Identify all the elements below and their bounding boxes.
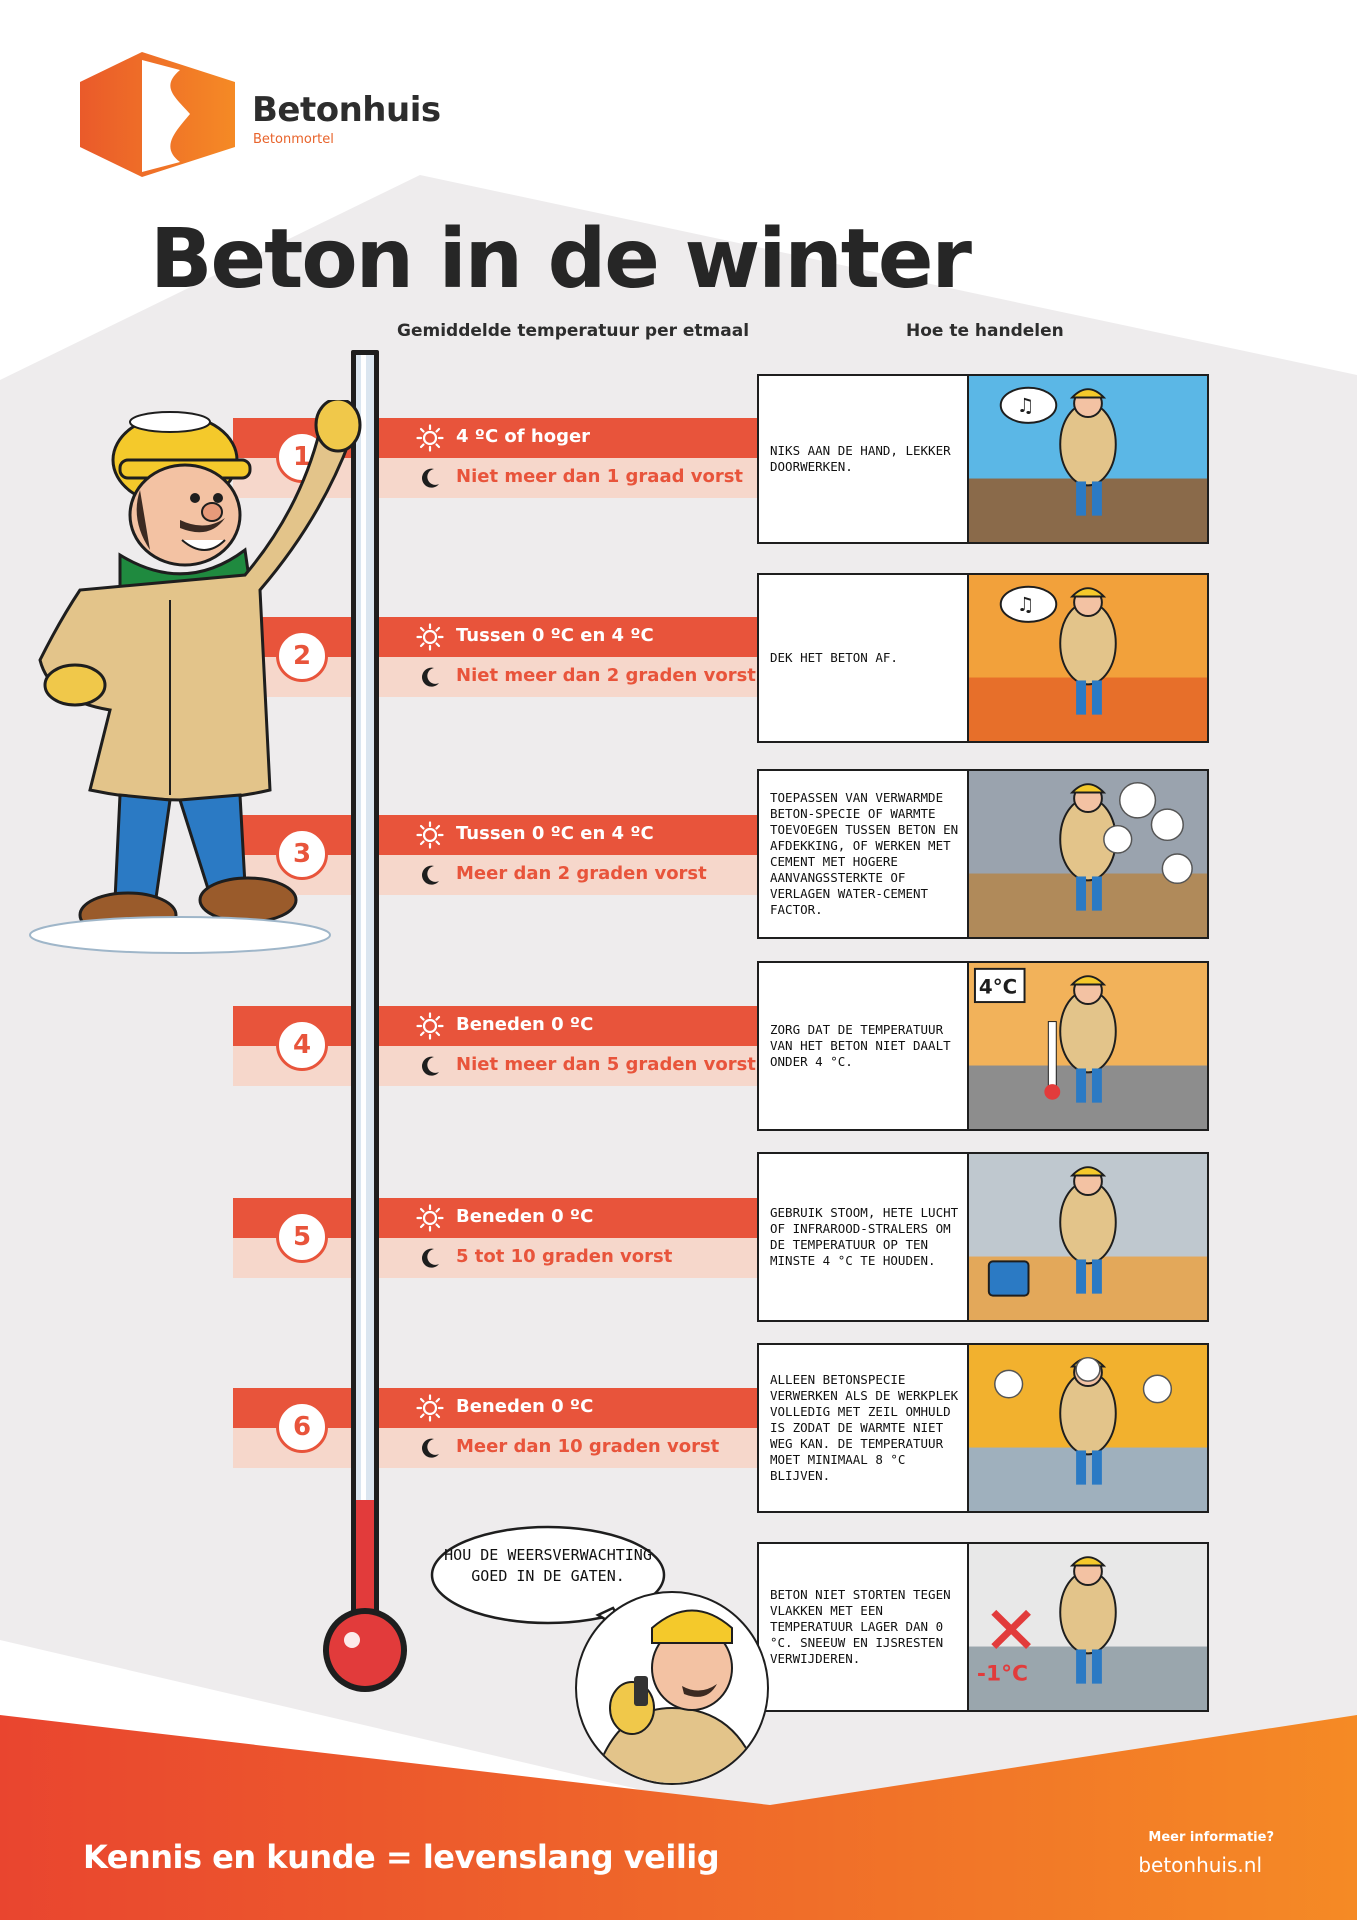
column-heading-action: Hoe te handelen <box>906 321 1064 341</box>
action-text: ZORG DAT DE TEMPERATUUR VAN HET BETON NIET DAALT ONDER 4 °C. <box>770 1022 951 1069</box>
action-panel <box>757 1343 1209 1513</box>
day-temperature: Beneden 0 ºC <box>456 1206 594 1227</box>
svg-text:♫: ♫ <box>1016 593 1035 617</box>
action-text: NIKS AAN DE HAND, LEKKER DOORWERKEN. <box>770 443 951 474</box>
moon-icon <box>418 863 442 887</box>
music-note-icon <box>1001 388 1057 423</box>
moon-icon <box>418 1246 442 1270</box>
speech-bubble-text: HOU DE WEERSVERWACHTING GOED IN DE GATEN. <box>444 1546 652 1585</box>
scene-illustration <box>967 963 1207 1129</box>
scene-illustration <box>967 376 1207 542</box>
day-temperature: Tussen 0 ºC en 4 ºC <box>456 823 654 844</box>
moon-icon <box>418 466 442 490</box>
footer-slogan: Kennis en kunde = levenslang veilig <box>83 1838 720 1876</box>
column-heading-temperature: Gemiddelde temperatuur per etmaal <box>397 321 750 341</box>
night-frost: Niet meer dan 2 graden vorst <box>456 665 756 686</box>
more-info-label: Meer informatie? <box>1148 1830 1274 1845</box>
moon-icon <box>418 1054 442 1078</box>
sun-icon <box>416 821 444 849</box>
row-number: 1 <box>276 431 328 483</box>
action-panel <box>757 374 1209 544</box>
action-panel <box>757 961 1209 1131</box>
action-text: DEK HET BETON AF. <box>770 650 898 665</box>
brand-name: Betonhuis <box>252 90 441 130</box>
action-panel <box>757 1152 1209 1322</box>
night-frost: Niet meer dan 1 graad vorst <box>456 466 744 487</box>
night-frost: Meer dan 2 graden vorst <box>456 863 707 884</box>
row-number: 3 <box>276 828 328 880</box>
action-text: BETON NIET STORTEN TEGEN VLAKKEN MET EEN TEMPERATUUR LAGER DAN 0 °C. SNEEUW EN IJSRESTEN VERWIJDEREN. <box>770 1587 951 1666</box>
action-text: ALLEEN BETONSPECIE VERWERKEN ALS DE WERKPLEK VOLLEDIG MET ZEIL OMHULD IS ZODAT DE WARMTE NIET WEG KAN. DE TEMPERATUUR MOET MINIMAAL 8 °C BLIJVEN. <box>770 1372 959 1483</box>
day-temperature: Beneden 0 ºC <box>456 1396 594 1417</box>
website-link[interactable]: betonhuis.nl <box>1138 1853 1262 1877</box>
scene-label: -1°C <box>976 1661 1029 1687</box>
action-text: GEBRUIK STOOM, HETE LUCHT OF INFRAROOD-STRALERS OM DE TEMPERATUUR OP TEN MINSTE 4 °C TE HOUDEN. <box>770 1205 959 1268</box>
scene-illustration <box>967 1544 1207 1710</box>
scene-illustration <box>967 575 1207 741</box>
sun-icon <box>416 1204 444 1232</box>
action-panel <box>757 769 1209 939</box>
sun-icon <box>416 1012 444 1040</box>
moon-icon <box>418 665 442 689</box>
row-number: 5 <box>276 1211 328 1263</box>
svg-text:♫: ♫ <box>1016 394 1035 418</box>
scene-label: 4°C <box>978 975 1018 999</box>
row-number: 2 <box>276 630 328 682</box>
sun-icon <box>416 424 444 452</box>
action-text: TOEPASSEN VAN VERWARMDE BETON-SPECIE OF WARMTE TOEVOEGEN TUSSEN BETON EN AFDEKKING, OF WERKEN MET CEMENT MET HOGERE AANVANGSSTERKTE OF VERLAGEN WATER-CEMENT FACTOR. <box>770 790 959 917</box>
night-frost: Niet meer dan 5 graden vorst <box>456 1054 756 1075</box>
day-temperature: Beneden 0 ºC <box>456 1014 594 1035</box>
heater-icon <box>989 1261 1029 1295</box>
brand-subtitle: Betonmortel <box>253 132 334 147</box>
night-frost: 5 tot 10 graden vorst <box>456 1246 673 1267</box>
sun-icon <box>416 623 444 651</box>
page-title: Beton in de winter <box>150 212 970 307</box>
worker-phone-illustration <box>572 1588 772 1788</box>
row-number: 4 <box>276 1019 328 1071</box>
scene-illustration <box>967 1154 1207 1320</box>
action-panel <box>757 1542 1209 1712</box>
sun-icon <box>416 1394 444 1422</box>
day-temperature: 4 ºC of hoger <box>456 426 591 447</box>
row-number: 6 <box>276 1401 328 1453</box>
music-note-icon <box>1001 587 1057 622</box>
night-frost: Meer dan 10 graden vorst <box>456 1436 720 1457</box>
scene-illustration <box>967 771 1207 937</box>
worker-illustration <box>20 400 400 970</box>
action-panel <box>757 573 1209 743</box>
scene-illustration <box>967 1345 1207 1511</box>
day-temperature: Tussen 0 ºC en 4 ºC <box>456 625 654 646</box>
moon-icon <box>418 1436 442 1460</box>
